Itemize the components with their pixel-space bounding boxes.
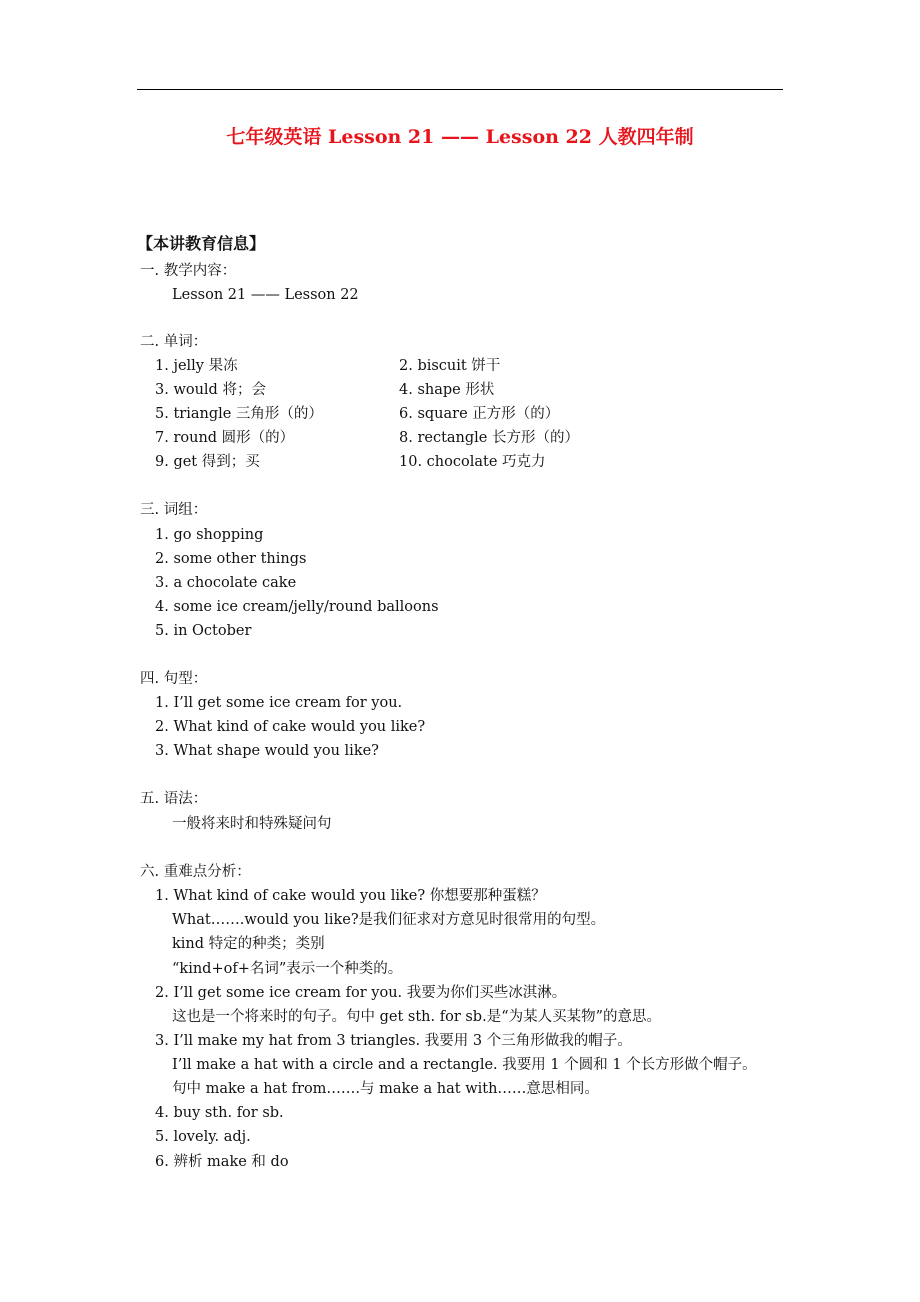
phrase-item: 3. a chocolate cake: [155, 575, 297, 591]
phrase-item: 4. some ice cream/jelly/round balloons: [155, 599, 439, 615]
analysis-line: kind 特定的种类；类别: [172, 936, 325, 952]
word-item: 6. square 正方形（的）: [399, 406, 560, 422]
analysis-line: 3. I’ll make my hat from 3 triangles. 我要用 3 个三角形做我的帽子。: [155, 1033, 632, 1049]
word-item: 8. rectangle 长方形（的）: [399, 430, 579, 446]
phrase-item: 2. some other things: [155, 551, 307, 567]
analysis-line: 2. I’ll get some ice cream for you. 我要为你们买些冰淇淋。: [155, 985, 567, 1001]
word-item: 7. round 圆形（的）: [155, 430, 295, 446]
document-title: 七年级英语 Lesson 21 —— Lesson 22 人教四年制: [226, 126, 694, 148]
analysis-line: 这也是一个将来时的句子。句中 get sth. for sb.是“为某人买某物”的意思。: [172, 1009, 662, 1025]
section-1-body: Lesson 21 —— Lesson 22: [172, 287, 359, 303]
word-item: 4. shape 形状: [399, 382, 495, 398]
info-header: 【本讲教育信息】: [137, 234, 266, 253]
analysis-line: 4. buy sth. for sb.: [155, 1105, 284, 1121]
section-1-heading: 一. 教学内容：: [140, 263, 237, 279]
analysis-line: 1. What kind of cake would you like? 你想要那种蛋糕？: [155, 888, 546, 904]
section-3-heading: 三. 词组：: [140, 502, 208, 518]
word-item: 9. get 得到；买: [155, 454, 260, 470]
word-item: 2. biscuit 饼干: [399, 358, 501, 374]
section-6-heading: 六. 重难点分析：: [140, 864, 251, 880]
section-2-heading: 二. 单词：: [140, 334, 208, 350]
header-rule: [137, 89, 783, 90]
phrase-item: 5. in October: [155, 623, 252, 639]
word-item: 5. triangle 三角形（的）: [155, 406, 323, 422]
section-5-body: 一般将来时和特殊疑问句: [172, 816, 332, 832]
analysis-line: What…….would you like?是我们征求对方意见时很常用的句型。: [172, 912, 606, 928]
word-item: 10. chocolate 巧克力: [399, 454, 546, 470]
pattern-item: 3. What shape would you like?: [155, 743, 379, 759]
analysis-line: 句中 make a hat from…….与 make a hat with……意思相同。: [172, 1081, 599, 1097]
word-item: 3. would 将；会: [155, 382, 266, 398]
section-5-heading: 五. 语法：: [140, 791, 208, 807]
pattern-item: 2. What kind of cake would you like?: [155, 719, 426, 735]
analysis-line: “kind+of+名词”表示一个种类的。: [172, 961, 403, 977]
analysis-line: 5. lovely. adj.: [155, 1129, 251, 1145]
analysis-line: I’ll make a hat with a circle and a rectangle. 我要用 1 个圆和 1 个长方形做个帽子。: [172, 1057, 757, 1073]
phrase-item: 1. go shopping: [155, 527, 264, 543]
analysis-line: 6. 辨析 make 和 do: [155, 1154, 289, 1170]
word-item: 1. jelly 果冻: [155, 358, 238, 374]
pattern-item: 1. I’ll get some ice cream for you.: [155, 695, 403, 711]
section-4-heading: 四. 句型：: [140, 671, 208, 687]
